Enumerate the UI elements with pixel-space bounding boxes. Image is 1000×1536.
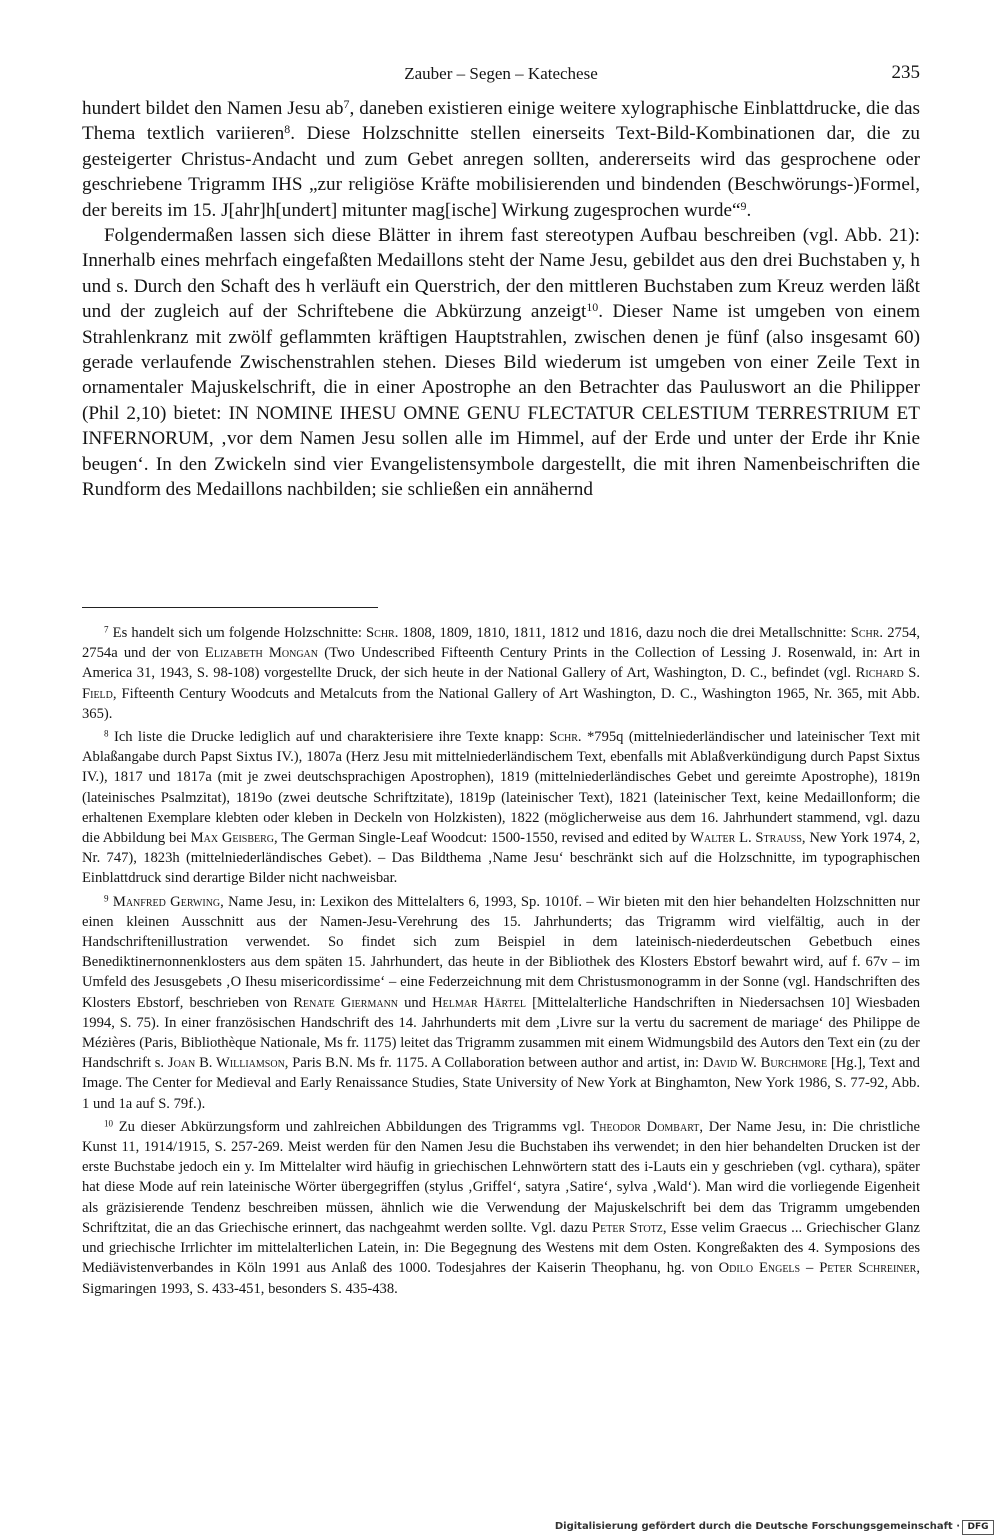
text-run: . Dieser Name ist umgeben von einem Strahlenkranz mit zwölf geflammten kräftigen Hauptstrahlen, zwischen denen je fünf (also insgesamt 60) gerade verlaufende Zwischenstrahlen stehen. Dieses Bild wiederum ist umgeben von einer Zeile Text in ornamentaler Majuskelschrift, die in einer Apostrophe an den Betrachter das Pauluswort an die Philipper (Phil 2,10) bietet: IN NOMINE IHESU OMNE GENU FLECTATUR CELESTIUM TERRESTRIUM ET INFERNORUM, ‚vor dem Namen Jesu sollen alle im Himmel, auf der Erde und unter der Erde ihr Knie beugen‘. In den Zwickeln sind vier Evangelistensymbole dargestellt, die mit ihren Namenbeischriften die Rundform des Medaillons nachbilden; sie schließen ein annähernd <box>82 301 920 501</box>
author-name: Manfred Gerwing <box>112 893 221 910</box>
text-run: , daneben existieren einige weitere xylographische Einblattdrucke, die das Thema textlich variieren <box>82 98 920 145</box>
footnote-number: 7 <box>104 624 109 635</box>
text-run: Ich liste die Drucke lediglich auf und charakterisiere ihre Texte knapp: <box>113 729 550 746</box>
text-run: , The German Single-Leaf Woodcut: 1500-1550, revised and edited by <box>274 830 691 847</box>
author-name: Schr. <box>549 729 582 746</box>
text-run: Es handelt sich um folgende Holzschnitte: <box>112 625 367 641</box>
text-run: , Paris B.N. Ms fr. 1175. A Collaboration between author and artist, in: <box>284 1055 703 1072</box>
text-run: , Fifteenth Century Woodcuts and Metalcuts from the National Gallery of Art Washington, D. C., Washington 1965, Nr. 365, mit Abb. 365). <box>82 685 920 722</box>
author-name: Max Geisberg <box>190 830 275 847</box>
running-title: Zauber – Segen – Katechese <box>404 64 598 83</box>
text-run: und <box>398 994 433 1011</box>
text-run: hundert bildet den Namen Jesu ab <box>82 98 344 119</box>
page-number: 235 <box>891 62 920 83</box>
author-name: Theodor Dombart <box>590 1118 700 1135</box>
author-name: Schr. <box>366 625 399 641</box>
footnote-10 <box>82 1117 920 1299</box>
footnote-divider <box>82 607 378 608</box>
text-run: , New York 1974, 2, Nr. 747), 1823h (mittelniederländisches Gebet). – Das Bildthema ‚Name Jesu‘ beschränkt sich auf die Holzschnitte, im typographischen Einblattdruck sind derartige Bilder nicht nachweisbar. <box>82 830 920 887</box>
author-name: Renate Giermann <box>293 994 399 1011</box>
author-name: Schr. <box>850 625 884 641</box>
author-name: David W. Burchmore <box>702 1055 828 1072</box>
author-name: Helmar Härtel <box>432 994 526 1011</box>
author-name: Richard S. Field <box>82 665 920 702</box>
footnote-8 <box>82 727 920 889</box>
text-run: *795q (mittelniederländischer und lateinischer Text mit Ablaßangabe durch Papst Sixtus IV.), 1807a (Herz Jesu mit mittelniederländischem Text, ebenfalls mit Ablaßverkündigung durch Papst Sixtus IV.), 1817 und 1817a (mit je zwei deutschsprachigen Apostrophen), 1819 (mittelniederländisches Gebet und gereimte Apostrophe), 1819n (lateinisches Psalmzitat), 1819o (zwei deutsche Schriftzitate), 1819p (lateinischer Text), 1821 (lateinischer Text, keine Medaillonform; die erhaltenen Exemplare klebten oder kleben in Deckeln von Holzkisten), 1822 (möglicherweise aus dem 16. Jahrhundert stammend, vgl. dazu die Abbildung bei <box>82 729 921 847</box>
footnote-number: 10 <box>104 1118 114 1129</box>
paragraph <box>82 96 920 223</box>
footnote-7 <box>82 623 920 724</box>
main-text <box>82 96 920 503</box>
text-run: [Hg.], Text and Image. The Center for Medieval and Early Renaissance Studies, State University of New York at Binghamton, New York 1986, S. 77-92, Abb. 1 und 1a auf S. 79f.). <box>82 1055 920 1112</box>
paragraph <box>82 223 920 502</box>
text-run: , Name Jesu, in: Lexikon des Mittelalters 6, 1993, Sp. 1010f. – Wir bieten mit den hier behandelten Holzschnitten nur einen kleinen Ausschnitt aus der Namen-Jesu-Verehrung des 15. Jahrhunderts; das Trigramm wird vielfältig, auch in der Handschriftenillustration verwendet. So findet sich zum Beispiel in dem lateinisch-niederdeutschen Gebetbuch eines Benediktinernonnenklosters aus dem späten 15. Jahrhundert, das heute in der Bibliothek des Klosters Ebstorf bewahrt wird, auf f. 67v – im Umfeld des Jesusgebets ‚O Ihesu misericordissime‘ – eine Federzeichnung mit dem Christusmonogramm in der Sonne (vgl. Handschriften des Klosters Ebstorf, beschrieben von <box>82 893 920 1011</box>
text-run: . Diese Holzschnitte stellen einerseits Text-Bild-Kombinationen dar, die zu gesteigerter Christus-Andacht und zum Gebet anregen sollten, andererseits wird das gesprochene oder geschriebene Trigramm IHS „zur religiöse Kräfte mobilisierenden und bindenden (Beschwörungs-)Formel, der bereits im 15. J[ahr]h[undert] mitunter mag[ische] Wirkung zugesprochen wurde“ <box>82 123 920 221</box>
dfg-logo: DFG <box>962 1520 994 1535</box>
text-run: , Sigmaringen 1993, S. 433-451, besonders S. 435-438. <box>82 1260 920 1297</box>
text-run: 2754, 2754a und der von <box>82 625 921 662</box>
funding-notice: Digitalisierung gefördert durch die Deutsche Forschungsgemeinschaft · <box>554 1521 960 1532</box>
text-run: Zu dieser Abkürzungsform und zahlreichen Abbildungen des Trigramms vgl. <box>118 1118 591 1135</box>
footnote-ref[interactable]: 10 <box>586 300 599 315</box>
running-head <box>82 62 920 90</box>
text-run: Folgendermaßen lassen sich diese Blätter in ihrem fast stereotypen Aufbau beschreiben (vgl. Abb. 21): Innerhalb eines mehrfach eingefaßten Medaillons steht der Name Jesu, gebildet aus den drei Buchstaben y, h und s. Durch den Schaft des h verläuft ein Querstrich, der den mittleren Buchstaben zum Kreuz werden läßt und der zugleich auf der Schriftebene die Abkürzung anzeigt <box>82 225 920 323</box>
author-name: Peter Stotz <box>592 1219 663 1236</box>
footnote-9 <box>82 892 920 1114</box>
author-name: Walter L. Strauss <box>690 830 802 847</box>
text-run: , Der Name Jesu, in: Die christliche Kunst 11, 1914/1915, S. 257-269. Meist werden für den Namen Jesu die Buchstaben ihs verwendet; in den hier behandelten Drucken ist der erste Buchstabe jedoch ein y. Im Mittelalter wird häufig in griechischen Lehnwörtern statt des i-Lauts ein y geschrieben (vgl. cythara), später hat diese Mode auf rein lateinische Wörter übergegriffen (stylus ‚Griffel‘, satyra ‚Satire‘, sylva ‚Wald‘). Man wird die vorliegende Eigenheit als gräzisierende Tendenz beschreiben müssen, ähnlich wie die Verwendung der Majuskelschrift bei dem das Trigramm umgebenden Schriftzitat, die an das Griechische erinnert, das nachgeahmt werden sollte. Vgl. dazu <box>82 1118 921 1236</box>
footnote-number: 8 <box>104 728 109 739</box>
author-name: Odilo Engels <box>718 1260 801 1277</box>
text-run: . <box>746 199 752 221</box>
text-run: (Two Undescribed Fifteenth Century Prints in the Collection of Lessing J. Rosenwald, in: Art in America 31, 1943, S. 98-108) vorgestellte Druck, der sich heute in der National Gallery of Art, Washington, D. C., befindet (vgl. <box>82 645 920 682</box>
footnotes <box>82 623 920 1299</box>
footnote-number: 9 <box>104 893 109 904</box>
author-name: Elizabeth Mongan <box>204 645 319 662</box>
author-name: Joan B. Williamson <box>167 1055 285 1072</box>
text-run: [Mittelalterliche Handschriften in Niedersachsen 10] Wiesbaden 1994, S. 75). In einer französischen Handschrift des 14. Jahrhunderts mit dem ‚Livre sur la vertu du sacrement de mariage‘ des Philippe de Mézières (Paris, Bibliothèque Nationale, Ms fr. 1175) leitet das Trigramm zusammen mit einem Widmungsbild des Autors den Text ein (zu der Handschrift s. <box>82 994 920 1072</box>
footnote-ref[interactable]: 9 <box>740 198 747 213</box>
text-run: , Esse velim Graecus ... Griechischer Glanz und griechische Irrlichter im mittelalterlichen Latein, in: Die Begegnung des Westens mit dem Osten. Kongreßakten des 4. Symposions des Mediävistenverbandes in Köln 1991 aus Anlaß des 1000. Todesjahres der Kaiserin Theophanu, hg. von <box>82 1219 920 1277</box>
digitization-footer <box>0 1518 1000 1536</box>
footnote-ref[interactable]: 8 <box>284 122 291 137</box>
footnote-ref[interactable]: 7 <box>343 97 350 112</box>
text-run: 1808, 1809, 1810, 1811, 1812 und 1816, dazu noch die drei Metallschnitte: <box>398 625 851 641</box>
text-run: – <box>800 1260 820 1277</box>
author-name: Peter Schreiner <box>819 1260 917 1277</box>
